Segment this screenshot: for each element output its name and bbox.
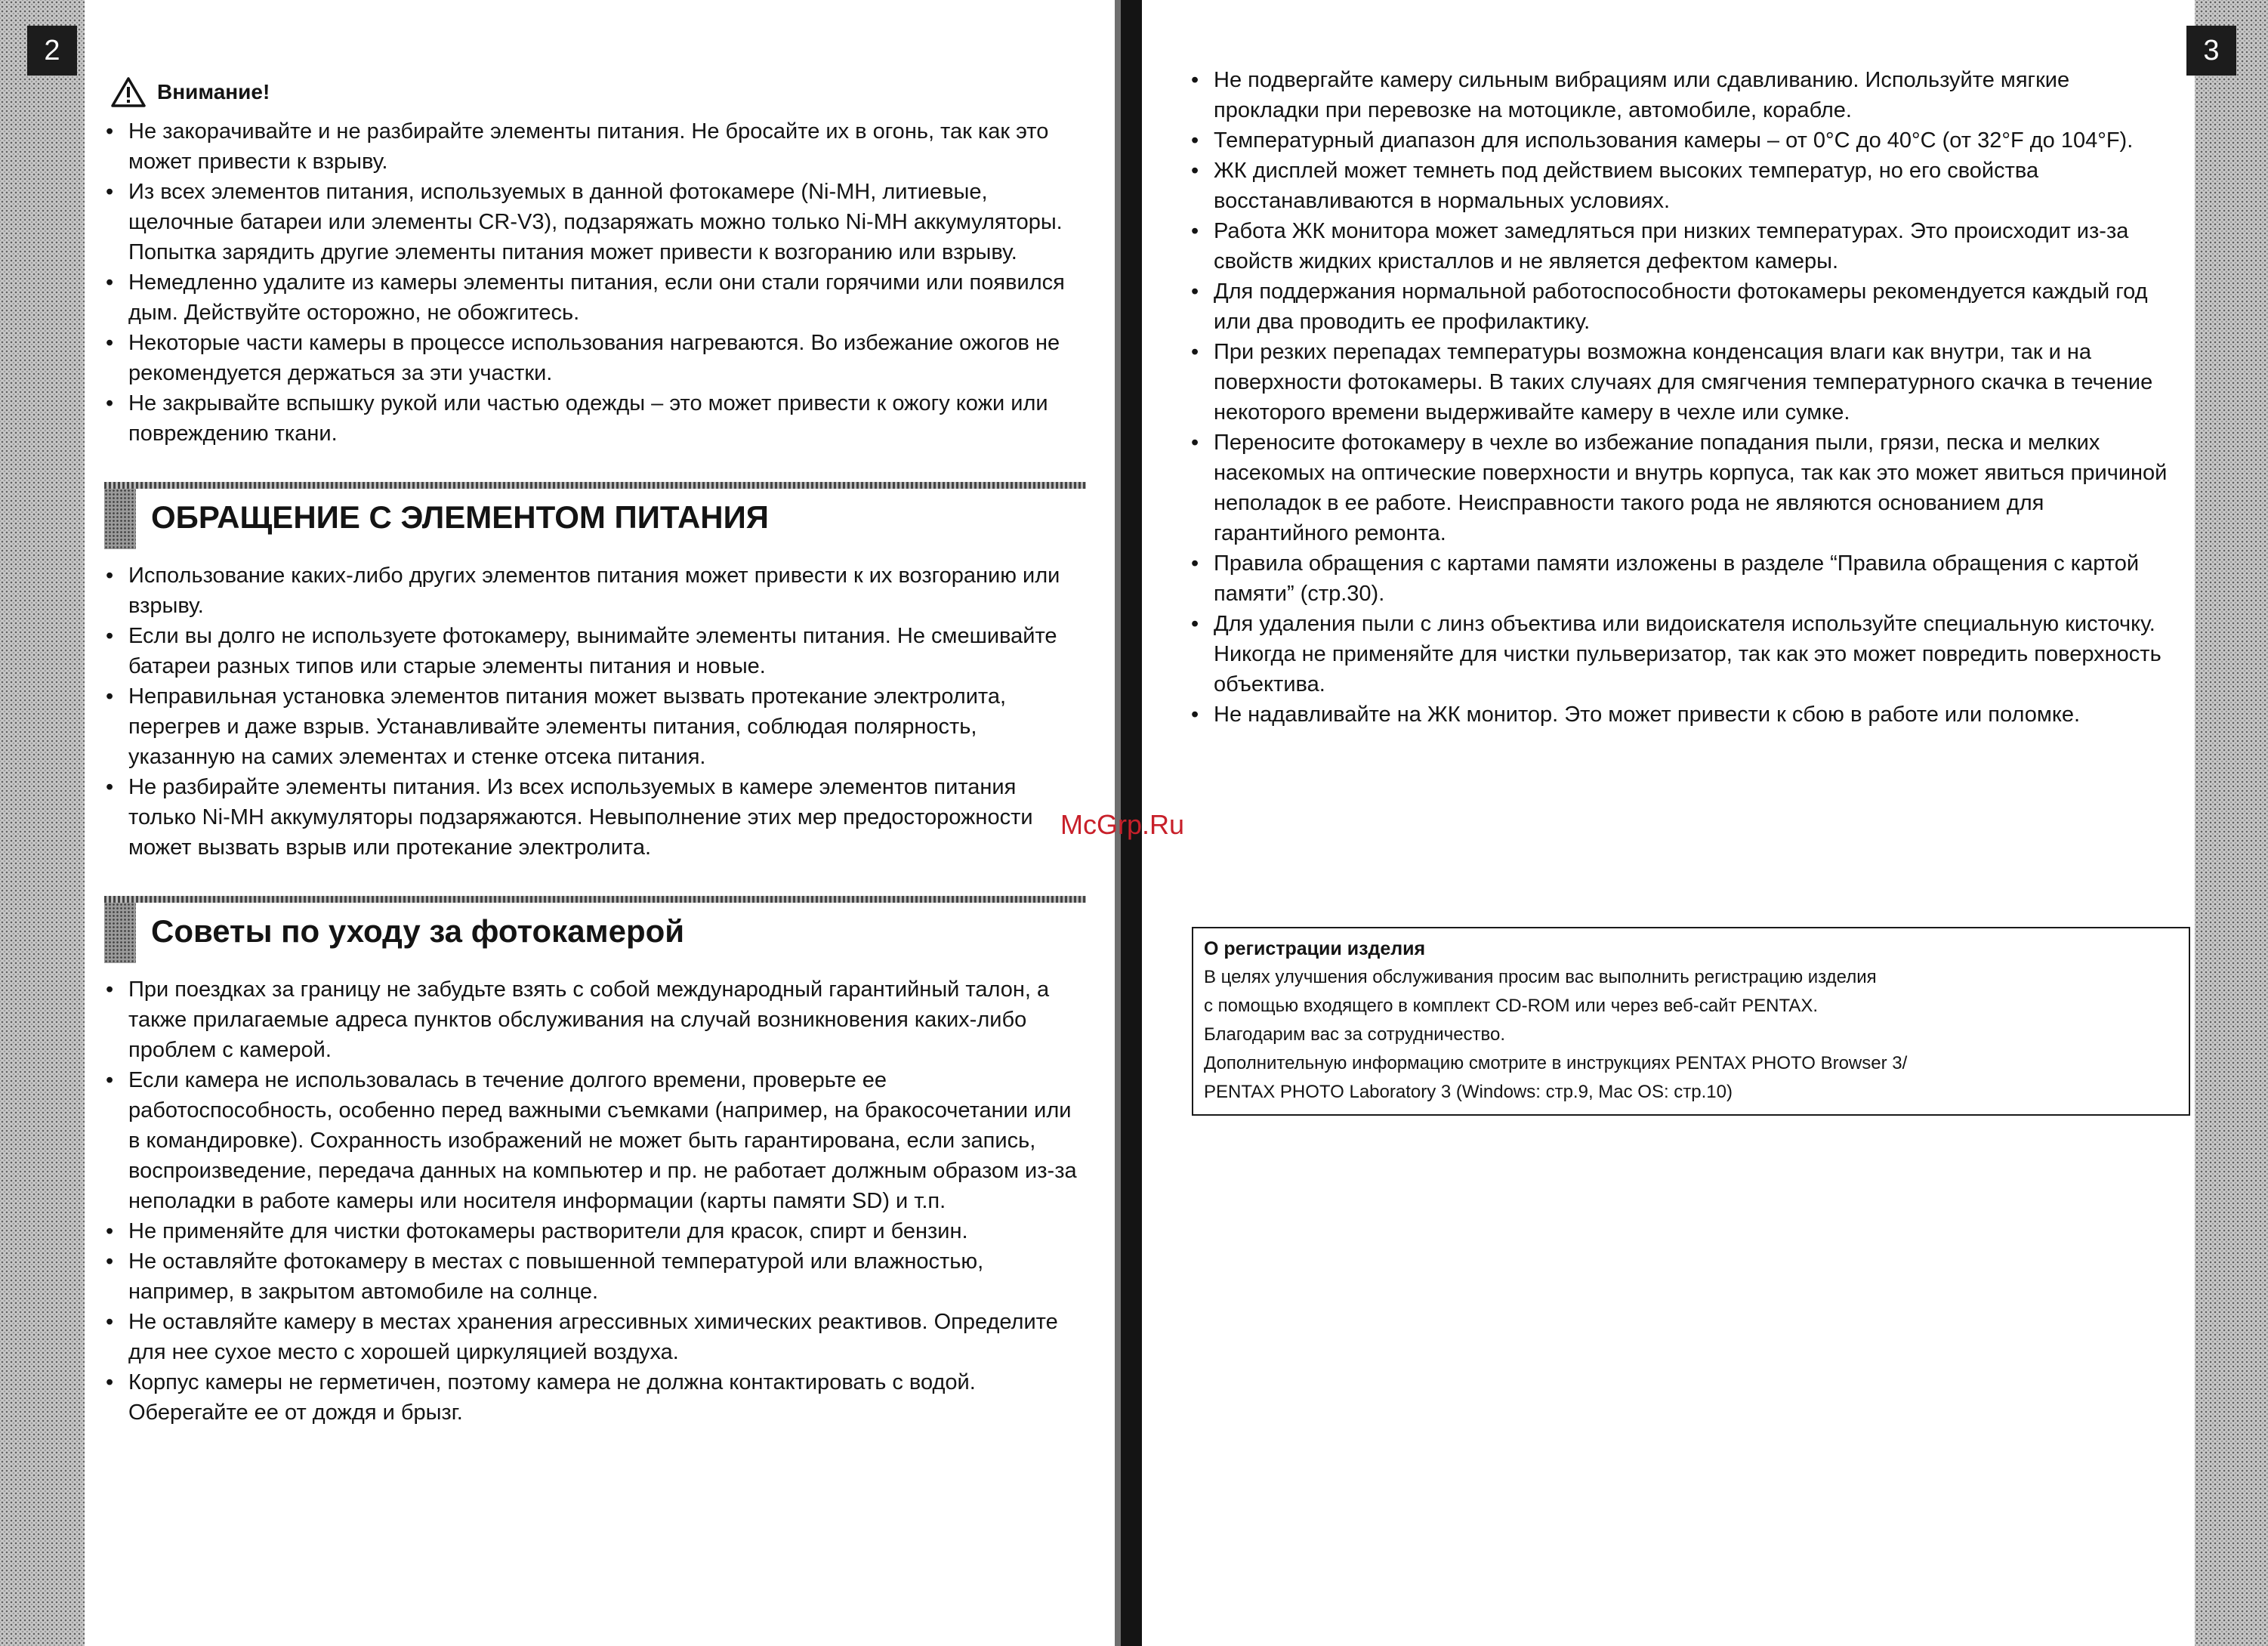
list-item: • Не подвергайте камеру сильным вибрациям или сдавливанию. Используйте мягкие прокладки при перевозке на мотоцикле, автомобиле, корабле. [1190, 65, 2171, 125]
list-item: • Из всех элементов питания, используемых в данной фотокамере (Ni-MH, литиевые, щелочные батареи или элементы CR-V3), подзаряжать можно только Ni-MH аккумуляторы. Попытка зарядить другие элементы питания может привести к возгоранию или взрыву. [104, 177, 1086, 267]
list-item: • Не надавливайте на ЖК монитор. Это может привести к сбою в работе или поломке. [1190, 699, 2171, 730]
registration-line: Благодарим вас за сотрудничество. [1204, 1024, 1506, 1045]
list-item: • При поездках за границу не забудьте взять с собой международный гарантийный талон, а также прилагаемые адреса пунктов обслуживания на случай возникновения каких-либо проблем с камерой. [104, 974, 1086, 1065]
care-section-header [104, 896, 1086, 968]
section-rule [104, 896, 1086, 903]
registration-line: с помощью входящего в комплект CD-ROM или через веб-сайт PENTAX. [1204, 996, 1819, 1016]
registration-line: Дополнительную информацию смотрите в инструкциях PENTAX PHOTO Browser 3/ [1204, 1053, 1908, 1073]
list-item: • Для поддержания нормальной работоспособности фотокамеры рекомендуется каждый год или два проводить ее профилактику. [1190, 276, 2171, 337]
care-list [104, 974, 1086, 1428]
list-item: • Неправильная установка элементов питания может вызвать протекание электролита, перегрев и даже взрыв. Устанавливайте элементы питания, соблюдая полярность, указанную на самих элементах и стенке отсека питания. [104, 681, 1086, 772]
list-item: • Температурный диапазон для использования камеры – от 0°C до 40°C (от 32°F до 104°F). [1190, 125, 2171, 156]
battery-section-header [104, 482, 1086, 554]
warning-triangle-icon [110, 76, 147, 108]
battery-list [104, 561, 1086, 863]
list-item: • Не закрывайте вспышку рукой или частью одежды – это может привести к ожогу кожи или повреждению ткани. [104, 388, 1086, 449]
list-item: • Если вы долго не используете фотокамеру, вынимайте элементы питания. Не смешивайте батареи разных типов или старые элементы питания и новые. [104, 621, 1086, 681]
registration-box [1192, 927, 2190, 1116]
list-item: • Корпус камеры не герметичен, поэтому камера не должна контактировать с водой. Оберегайте ее от дождя и брызг. [104, 1367, 1086, 1428]
list-item: • Для удаления пыли с линз объектива или видоискателя используйте специальную кисточку. Никогда не применяйте для чистки пульверизатор, так как это может повредить поверхность объектива. [1190, 609, 2171, 699]
list-item: • Не разбирайте элементы питания. Из всех используемых в камере элементов питания только Ni-MH аккумуляторы подзаряжаются. Невыполнение этих мер предосторожности может вызвать взрыв или протекание электролита. [104, 772, 1086, 863]
care-list-continued [1190, 65, 2171, 730]
page-number-left: 2 [27, 26, 77, 76]
list-item: • Работа ЖК монитора может замедляться при низких температурах. Это происходит из-за свойств жидких кристаллов и не является дефектом камеры. [1190, 216, 2171, 276]
list-item: • Не оставляйте камеру в местах хранения агрессивных химических реактивов. Определите для нее сухое место с хорошей циркуляцией воздуха. [104, 1307, 1086, 1367]
left-page [104, 68, 1086, 1428]
section-rule [104, 482, 1086, 489]
list-item: • Немедленно удалите из камеры элементы питания, если они стали горячими или появился дым. Действуйте осторожно, не обожгитесь. [104, 267, 1086, 328]
list-item: • Не применяйте для чистки фотокамеры растворители для красок, спирт и бензин. [104, 1216, 1086, 1246]
list-item: • Не закорачивайте и не разбирайте элементы питания. Не бросайте их в огонь, так как это может привести к взрыву. [104, 116, 1086, 177]
list-item: • Не оставляйте фотокамеру в местах с повышенной температурой или влажностью, например, в закрытом автомобиле на солнце. [104, 1246, 1086, 1307]
list-item: • При резких перепадах температуры возможна конденсация влаги как внутри, так и на поверхности фотокамеры. В таких случаях для смягчения температурного скачка в течение некоторого времени выдерживайте камеру в чехле или сумке. [1190, 337, 2171, 428]
page-edge-left [0, 0, 85, 1646]
list-item: • Если камера не использовалась в течение долгого времени, проверьте ее работоспособность, особенно перед важными съемками (например, на бракосочетании или в командировке). Сохранность изображений не может быть гарантирована, если запись, воспроизведение, передача данных на компьютер и пр. не работает должным образом из-за неполадки в работе камеры или носителя информации (карты памяти SD) и т.п. [104, 1065, 1086, 1216]
list-item: • Использование каких-либо других элементов питания может привести к их возгоранию или взрыву. [104, 561, 1086, 621]
battery-section-title: ОБРАЩЕНИЕ С ЭЛЕМЕНТОМ ПИТАНИЯ [151, 499, 769, 535]
list-item: • ЖК дисплей может темнеть под действием высоких температур, но его свойства восстанавливаются в нормальных условиях. [1190, 156, 2171, 216]
watermark: McGrp.Ru [1060, 809, 1185, 840]
care-section-title: Советы по уходу за фотокамерой [151, 913, 685, 949]
registration-title: О регистрации изделия [1204, 938, 1426, 959]
page-number-right: 3 [2186, 26, 2236, 76]
warning-heading [104, 68, 1086, 116]
warning-list [104, 116, 1086, 449]
right-page [1190, 65, 2171, 730]
page-edge-right [2195, 0, 2268, 1646]
list-item: • Правила обращения с картами памяти изложены в разделе “Правила обращения с картой памяти” (стр.30). [1190, 548, 2171, 609]
registration-line: В целях улучшения обслуживания просим вас выполнить регистрацию изделия [1204, 967, 1877, 987]
warning-title: Внимание! [157, 80, 270, 103]
list-item: • Некоторые части камеры в процессе использования нагреваются. Во избежание ожогов не рекомендуется держаться за эти участки. [104, 328, 1086, 388]
list-item: • Переносите фотокамеру в чехле во избежание попадания пыли, грязи, песка и мелких насекомых на оптические поверхности и внутрь корпуса, так как это может явиться причиной неполадок в ее работе. Неисправности такого рода не являются основанием для гарантийного ремонта. [1190, 428, 2171, 548]
registration-line: PENTAX PHOTO Laboratory 3 (Windows: стр.9, Mac OS: стр.10) [1204, 1082, 1733, 1102]
